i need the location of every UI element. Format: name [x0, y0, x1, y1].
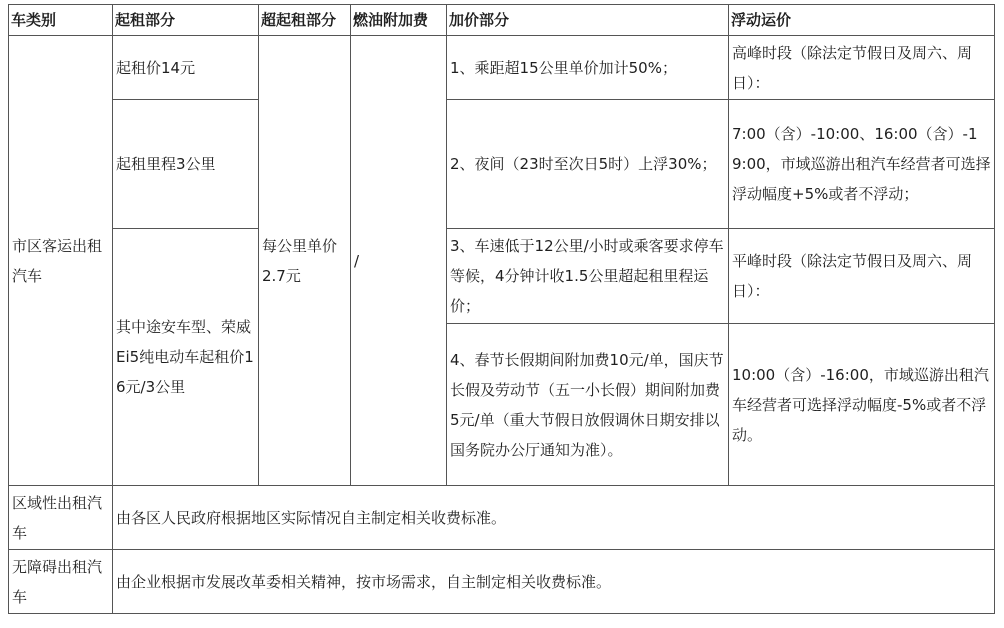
table-row — [9, 229, 995, 324]
fuel-surcharge-cell: / — [351, 36, 447, 486]
header-category: 车类别 — [9, 5, 113, 36]
table-row — [9, 550, 995, 614]
category-accessible-taxi: 无障碍出租汽车 — [9, 550, 113, 614]
start-price-cell: 起租价14元 — [113, 36, 259, 100]
floating-item-2: 7:00（含）-10:00、16:00（含）-19:00，市域巡游出租汽车经营者可选择浮动幅度+5%或者不浮动； — [729, 100, 995, 229]
table-row — [9, 486, 995, 550]
floating-item-1: 高峰时段（除法定节假日及周六、周日）： — [729, 36, 995, 100]
header-start: 起租部分 — [113, 5, 259, 36]
header-floating: 浮动运价 — [729, 5, 995, 36]
fare-table — [8, 4, 995, 614]
floating-item-3: 平峰时段（除法定节假日及周六、周日）： — [729, 229, 995, 324]
table-row — [9, 36, 995, 100]
header-markup: 加价部分 — [447, 5, 729, 36]
regional-taxi-text: 由各区人民政府根据地区实际情况自主制定相关收费标准。 — [113, 486, 995, 550]
table-row — [9, 100, 995, 229]
category-city-taxi: 市区客运出租汽车 — [9, 36, 113, 486]
accessible-taxi-text: 由企业根据市发展改革委相关精神，按市场需求，自主制定相关收费标准。 — [113, 550, 995, 614]
category-regional-taxi: 区域性出租汽车 — [9, 486, 113, 550]
floating-item-4: 10:00（含）-16:00，市域巡游出租汽车经营者可选择浮动幅度-5%或者不浮动。 — [729, 324, 995, 486]
markup-item-4: 4、春节长假期间附加费10元/单，国庆节长假及劳动节（五一小长假）期间附加费5元/单（重大节假日放假调休日期安排以国务院办公厅通知为准）。 — [447, 324, 729, 486]
special-models-cell: 其中途安车型、荣威Ei5纯电动车起租价16元/3公里 — [113, 229, 259, 486]
over-start-cell: 每公里单价2.7元 — [259, 36, 351, 486]
header-row — [9, 5, 995, 36]
start-distance-cell: 起租里程3公里 — [113, 100, 259, 229]
markup-item-2: 2、夜间（23时至次日5时）上浮30%； — [447, 100, 729, 229]
markup-item-3: 3、车速低于12公里/小时或乘客要求停车等候，4分钟计收1.5公里超起租里程运价； — [447, 229, 729, 324]
header-over-start: 超起租部分 — [259, 5, 351, 36]
markup-item-1: 1、乘距超15公里单价加计50%； — [447, 36, 729, 100]
header-fuel: 燃油附加费 — [351, 5, 447, 36]
